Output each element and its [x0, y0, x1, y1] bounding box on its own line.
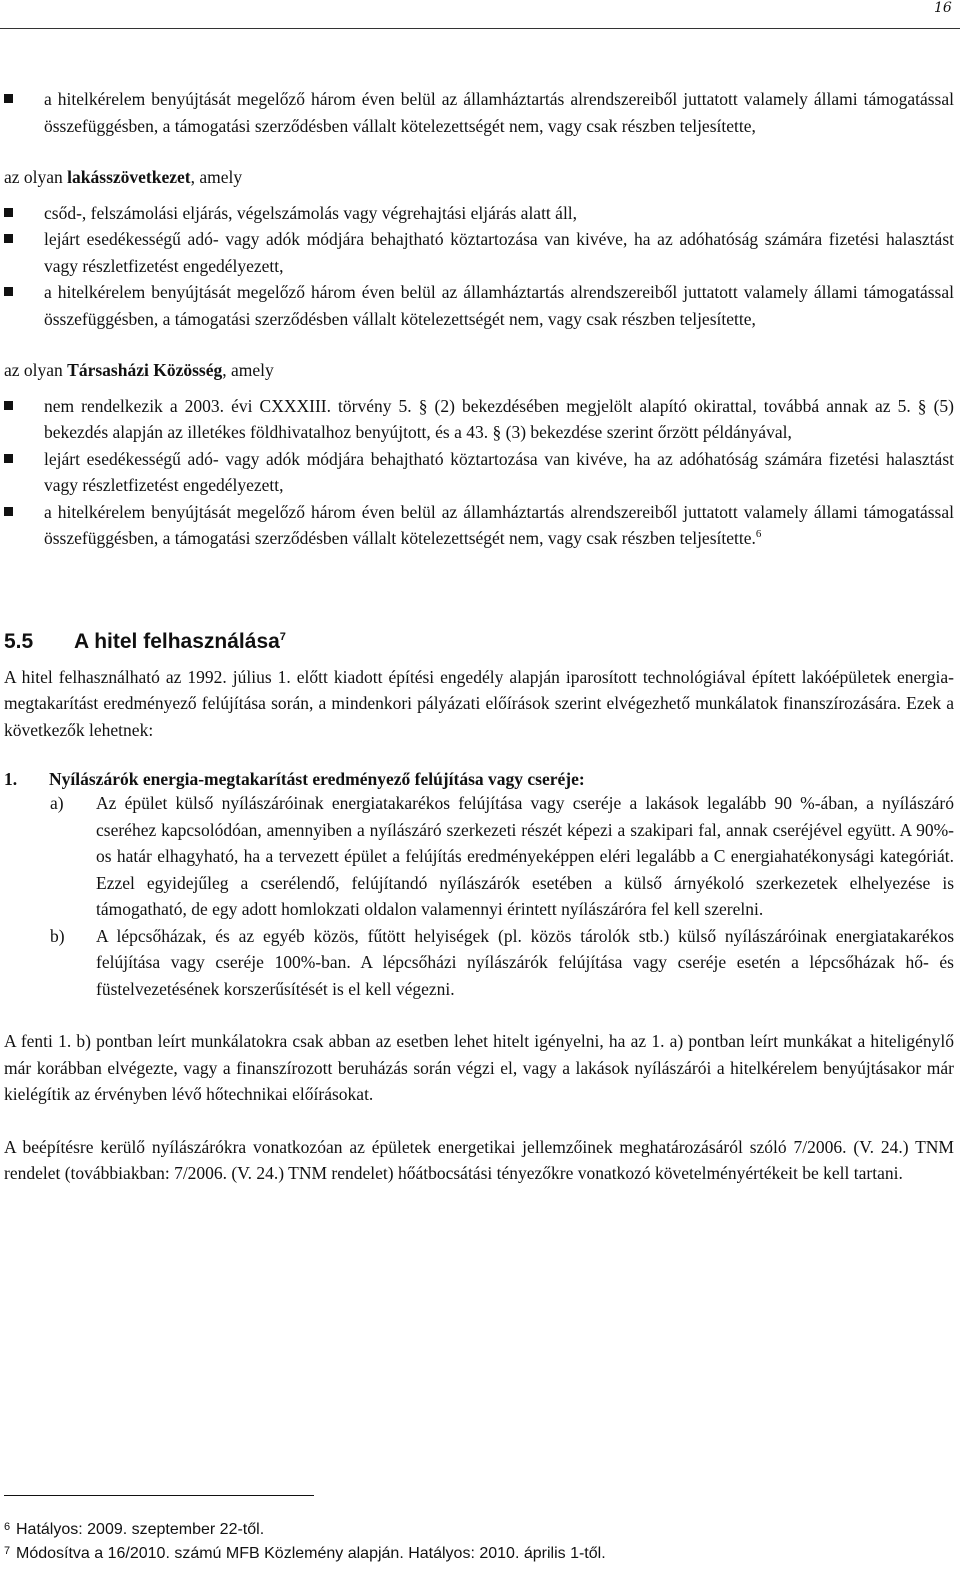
- square-bullet-icon: [4, 454, 13, 463]
- list-item: csőd-, felszámolási eljárás, végelszámolás vagy végrehajtási eljárás alatt áll,: [4, 200, 954, 227]
- list-item: a hitelkérelem benyújtását megelőző három éven belül az államháztartás alrendszereiből juttatott valamely állami támogatással összefüggésben, a támogatási szerződésben vállalt kötelezettségét nem, vagy csak részben teljesítette,: [4, 279, 954, 332]
- list-item: a hitelkérelem benyújtását megelőző három éven belül az államháztartás alrendszereiből juttatott valamely állami támogatással összefüggésben, a támogatási szerződésben vállalt kötelezettségét nem, vagy csak részben teljesítette,: [4, 86, 954, 139]
- section-heading: 5.5 A hitel felhasználása$^7$: [4, 629, 286, 653]
- bullet-list-1: [4, 86, 954, 139]
- intro-lakasszovetkezet: az olyan lakásszövetkezet, amely: [4, 167, 243, 187]
- square-bullet-icon: [4, 234, 13, 243]
- item-1-subitems: [4, 790, 954, 1002]
- footnote-separator: [4, 1495, 314, 1496]
- square-bullet-icon: [4, 507, 13, 516]
- footnote: 7 Módosítva a 16/2010. számú MFB Közlemény alapján. Hatályos: 2010. április 1-től.: [4, 1545, 606, 1562]
- list-item: b) A lépcsőházak, és az egyéb közös, fűtött helyiségek (pl. közös tárolók stb.) külső nyílászáróinak energiatakarékos felújítása vagy cseréje 100%-ban. A lépcsőházi nyílászárók felújítása vagy cseréje esetén a lépcsőházak hő- és füstelvezetésének korszerűsítését is el kell végezni.: [50, 925, 954, 999]
- list-item: nem rendelkezik a 2003. évi CXXXIII. törvény 5. § (2) bekezdésében megjelölt alapító okirattal, továbbá annak az 5. § (5) bekezdés alapján az illetékes földhivatalhoz benyújtott, és a 43. § (3) bekezdése szerint őrzött példányával,: [4, 393, 954, 446]
- list-item: lejárt esedékességű adó- vagy adók módjára behajtható köztartozása van kivéve, ha az adóhatóság számára fizetési halasztást vagy részletfizetést engedélyezett,: [4, 446, 954, 499]
- square-bullet-icon: [4, 287, 13, 296]
- footnote: 6 Hatályos: 2009. szeptember 22-től.: [4, 1521, 265, 1538]
- square-bullet-icon: [4, 94, 13, 103]
- paragraph: A fenti 1. b) pontban leírt munkálatokra csak abban az esetben lehet hitelt igényelni, ha az 1. a) pontban leírt munkákat a hiteligénylő már korábban elvégezte, vagy a finanszírozott beruházás során végzi el, vagy a lakások nyílászárói a hitelkérelem benyújtásakor már kielégítik az érvényben lévő hőtechnikai előírásokat.: [4, 1031, 954, 1104]
- list-item: a) Az épület külső nyílászáróinak energiatakarékos felújítása vagy cseréje a lakások legalább 90 %-ában, a nyílászáró cseréhez kapcsolódóan, amennyiben a nyílászáró szerkezeti részét képezi a szakipari fal, annak cseréjével együtt. A 90%-os határ elhagyható, ha a tervezett épület a felújítás eredményeképpen eléri legalább a C energiahatékonysági kategóriát. Ezzel egyidejűleg a cserélendő, felújítandó nyílászárók esetében a külső árnyékoló szerkezetek elhelyezése is támogatható, de egy adott homlokzati oldalon valamennyi érintett nyílászáróra fel kell szerelni.: [50, 793, 954, 919]
- square-bullet-icon: [4, 208, 13, 217]
- document-body: [4, 86, 954, 1187]
- list-item: lejárt esedékességű adó- vagy adók módjára behajtható köztartozása van kivéve, ha az adóhatóság számára fizetési halasztást vagy részletfizetést engedélyezett,: [4, 226, 954, 279]
- bullet-list-2: [4, 200, 954, 333]
- header-rule: [0, 28, 960, 29]
- paragraph: A beépítésre kerülő nyílászárókra vonatkozóan az épületek energetikai jellemzőinek meghatározásáról szóló 7/2006. (V. 24.) TNM rendelet (továbbiakban: 7/2006. (V. 24.) TNM rendelet) hőátbocsátási tényezőkre vonatkozó követelményértékeit be kell tartani.: [4, 1136, 954, 1183]
- bullet-list-3: [4, 393, 954, 552]
- footnote-ref: 6: [755, 528, 762, 541]
- square-bullet-icon: [4, 401, 13, 410]
- intro-tarsashazi-kozosseg: az olyan Társasházi Közösség, amely: [4, 360, 274, 380]
- page-number: 16: [934, 0, 952, 16]
- list-item: a hitelkérelem benyújtását megelőző három éven belül az államháztartás alrendszereiből juttatott valamely állami támogatással összefüggésben, a támogatási szerződésben vállalt kötelezettségét nem, vagy csak részben teljesítette.$^6$: [4, 499, 954, 552]
- footnotes: [4, 1518, 606, 1566]
- section-intro-paragraph: A hitel felhasználható az 1992. július 1. előtt kiadott építési engedély alapján iparosított technológiával épített lakóépületek energia-megtakarítást eredményező felújítása során, a mindenkori pályázati előírások szerint elvégezhető munkálatok finanszírozására. Ezek a következők lehetnek:: [4, 666, 954, 740]
- footnote-ref: 7: [279, 630, 286, 643]
- item-1-title: 1. Nyílászárók energia-megtakarítást eredményező felújítása vagy cseréje:: [4, 769, 585, 789]
